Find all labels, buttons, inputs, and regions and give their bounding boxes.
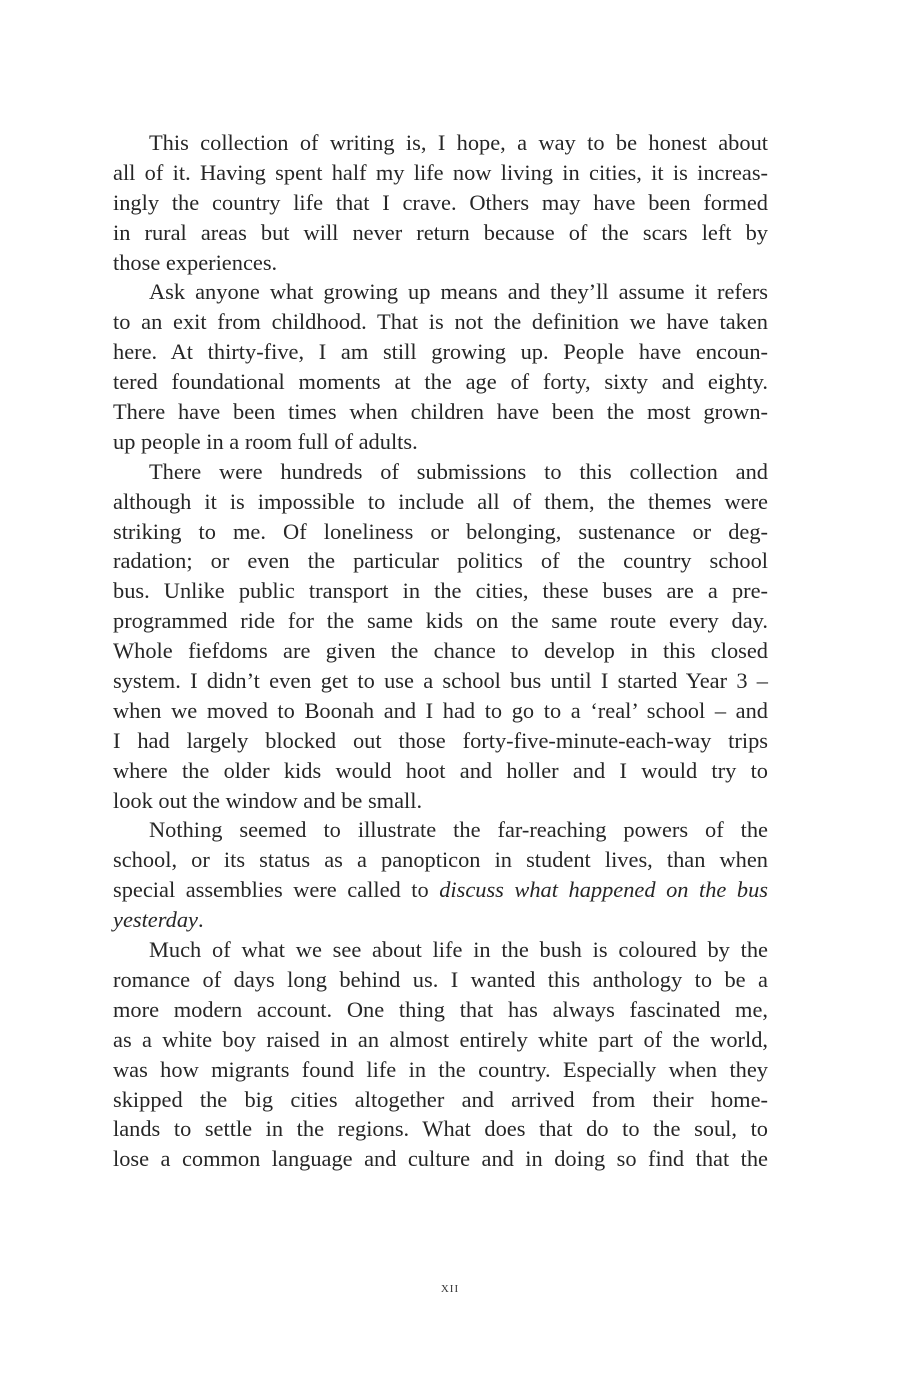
text-line: to an exit from childhood. That is not the definition we have taken <box>113 309 768 335</box>
text-line: school, or its status as a panopticon in student lives, than when <box>113 847 768 873</box>
text-line: This collection of writing is, I hope, a way to be honest about <box>149 130 768 155</box>
text-line: Ask anyone what growing up means and they’ll assume it refers <box>149 279 768 305</box>
body-text <box>113 128 768 1174</box>
text-line: as a white boy raised in an almost entirely white part of the world, <box>113 1026 768 1052</box>
roman-text: special assemblies were called to <box>113 877 440 903</box>
text-line: all of it. Having spent half my life now living in cities, it is increas- <box>113 159 768 185</box>
text-line: up people in a room full of adults. <box>113 428 418 454</box>
text-line: look out the window and be small. <box>113 787 423 813</box>
text-line: Much of what we see about life in the bush is coloured by the <box>149 937 768 963</box>
text-line: where the older kids would hoot and holler and I would try to <box>113 757 768 783</box>
text-line: bus. Unlike public transport in the cities, these buses are a pre- <box>113 578 768 604</box>
text-line: although it is impossible to include all of them, the themes were <box>113 488 768 514</box>
paragraph-3 <box>113 457 768 816</box>
text-line: lands to settle in the regions. What does that do to the soul, to <box>113 1116 768 1142</box>
text-line: There were hundreds of submissions to this collection and <box>149 458 768 484</box>
text-line: romance of days long behind us. I wanted this anthology to be a <box>113 966 768 992</box>
paragraph-4 <box>113 815 768 935</box>
paragraph-1 <box>113 128 768 277</box>
text-line: Whole fiefdoms are given the chance to develop in this closed <box>113 638 768 664</box>
text-line: Nothing seemed to illustrate the far-reaching powers of the <box>149 817 768 843</box>
text-line: radation; or even the particular politics of the country school <box>113 548 768 574</box>
text-line: system. I didn’t even get to use a school bus until I started Year 3 – <box>113 668 768 694</box>
paragraph-2 <box>113 277 768 456</box>
text-line: here. At thirty-five, I am still growing up. People have encoun- <box>113 339 768 365</box>
text-line: in rural areas but will never return because of the scars left by <box>113 219 768 245</box>
text-line: I had largely blocked out those forty-five-minute-each-way trips <box>113 727 768 753</box>
page-number: xii <box>440 1280 460 1296</box>
text-line: There have been times when children have been the most grown- <box>113 399 768 425</box>
text-line <box>113 875 768 905</box>
text-line: tered foundational moments at the age of forty, sixty and eighty. <box>113 369 768 395</box>
text-line: those experiences. <box>113 249 278 275</box>
roman-text: . <box>197 907 204 933</box>
text-line <box>113 905 768 935</box>
text-line: skipped the big cities altogether and arrived from their home- <box>113 1086 768 1112</box>
italic-emphasis: discuss what happened on the bus <box>439 877 768 903</box>
text-line: when we moved to Boonah and I had to go to a ‘real’ school – and <box>113 697 768 723</box>
text-line: was how migrants found life in the country. Especially when they <box>113 1056 768 1082</box>
italic-emphasis: yesterday <box>113 907 198 933</box>
text-line: lose a common language and culture and in doing so find that the <box>113 1146 768 1172</box>
text-line: more modern account. One thing that has always fascinated me, <box>113 996 768 1022</box>
paragraph-5 <box>113 935 768 1174</box>
text-line: striking to me. Of loneliness or belonging, sustenance or deg- <box>113 518 768 544</box>
text-line: programmed ride for the same kids on the same route every day. <box>113 608 768 634</box>
text-line: ingly the country life that I crave. Others may have been formed <box>113 189 768 215</box>
